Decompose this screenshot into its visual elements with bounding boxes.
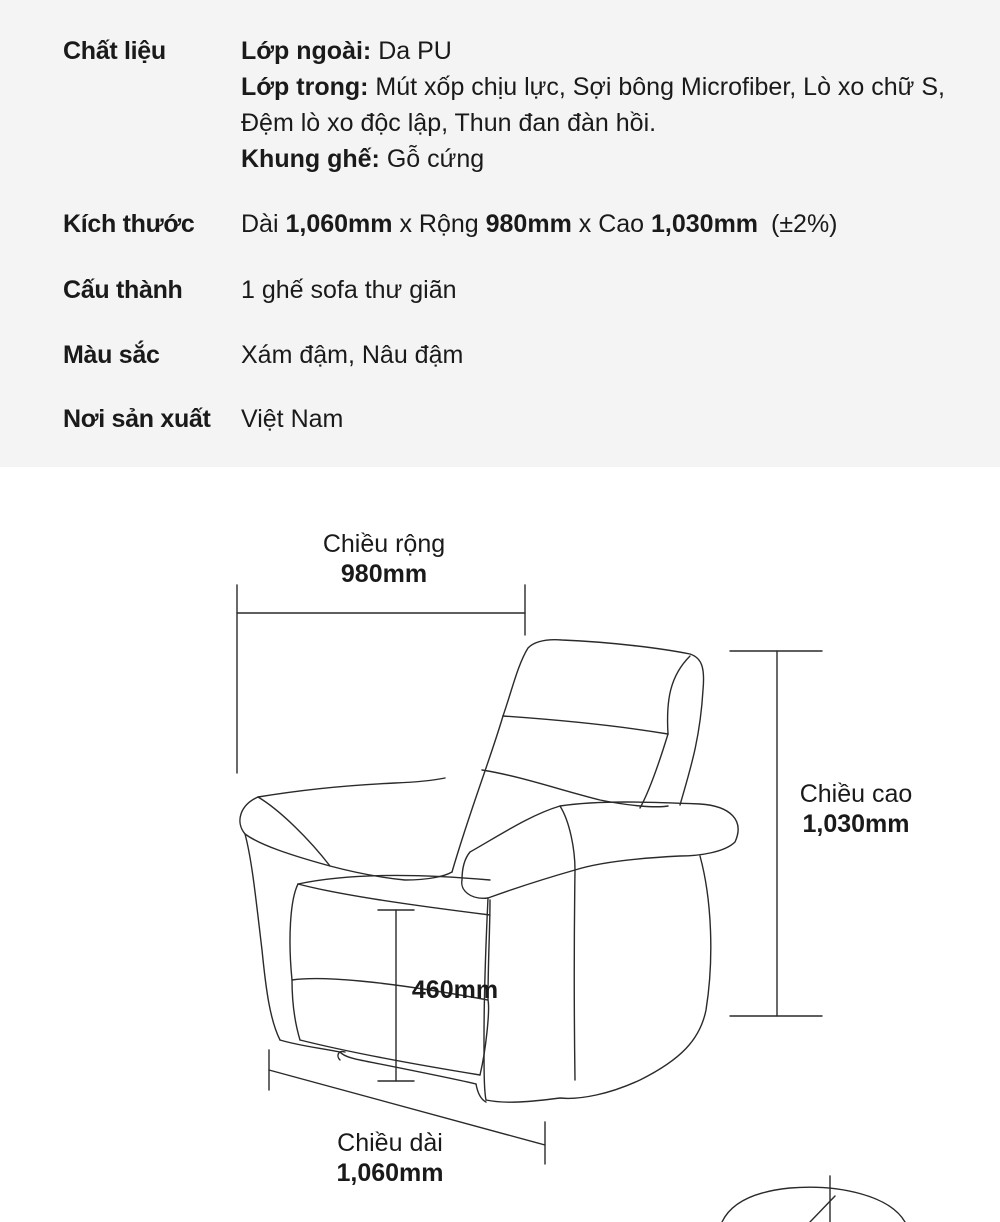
material-frame: [241, 141, 951, 177]
seat-height-label: [400, 975, 510, 1005]
material-inner: [241, 69, 951, 141]
width-dimension-lines: [237, 585, 525, 773]
material-outer-value: Da PU: [378, 37, 452, 65]
spec-label-origin: Nơi sản xuất: [63, 405, 211, 433]
material-inner-label: Lớp trong:: [241, 73, 369, 101]
size-length-prefix: Dài: [241, 210, 279, 238]
spec-label-size: Kích thước: [63, 210, 195, 238]
size-tolerance: (±2%): [771, 210, 838, 238]
width-label-text: Chiều rộng: [322, 530, 446, 558]
material-outer-label: Lớp ngoài:: [241, 37, 372, 65]
spec-label-composition: Cấu thành: [63, 276, 183, 304]
length-label-value: 1,060mm: [336, 1159, 444, 1187]
length-label: [300, 1128, 480, 1188]
spec-value-origin: Việt Nam: [241, 405, 344, 433]
width-label: [284, 529, 484, 589]
length-label-text: Chiều dài: [337, 1129, 443, 1157]
height-label: [770, 779, 942, 839]
size-height-prefix: x Cao: [578, 210, 645, 238]
size-width-prefix: x Rộng: [399, 210, 479, 238]
width-label-value: 980mm: [340, 560, 428, 588]
material-frame-label: Khung ghế:: [241, 145, 380, 173]
size-length-value: 1,060mm: [285, 210, 393, 238]
height-label-text: Chiều cao: [799, 780, 913, 808]
material-outer: [241, 33, 951, 69]
size-width-value: 980mm: [485, 210, 572, 238]
spec-value-material: [241, 33, 951, 177]
spec-value-size: [241, 206, 951, 242]
spec-label-material: Chất liệu: [63, 37, 166, 65]
material-frame-value: Gỗ cứng: [386, 145, 485, 173]
spec-value-colors: Xám đậm, Nâu đậm: [241, 341, 464, 369]
size-height-value: 1,030mm: [651, 210, 759, 238]
dimension-diagram: [0, 467, 1000, 1222]
height-label-value: 1,030mm: [802, 810, 910, 838]
recliner-illustration: [0, 467, 1000, 1222]
chair-backrest: [452, 640, 704, 872]
spec-label-colors: Màu sắc: [63, 341, 160, 369]
chair-right-arm: [462, 802, 738, 1102]
partial-chair-preview: [722, 1176, 905, 1222]
spec-value-composition: 1 ghế sofa thư giãn: [241, 276, 457, 304]
spec-table: [0, 0, 1000, 467]
seat-height-value: 460mm: [411, 976, 499, 1004]
material-inner-value: Mút xốp chịu lực, Sợi bông Microfiber, Lò xo chữ S, Đệm lò xo độc lập, Thun đan đàn hồi.: [241, 73, 945, 137]
